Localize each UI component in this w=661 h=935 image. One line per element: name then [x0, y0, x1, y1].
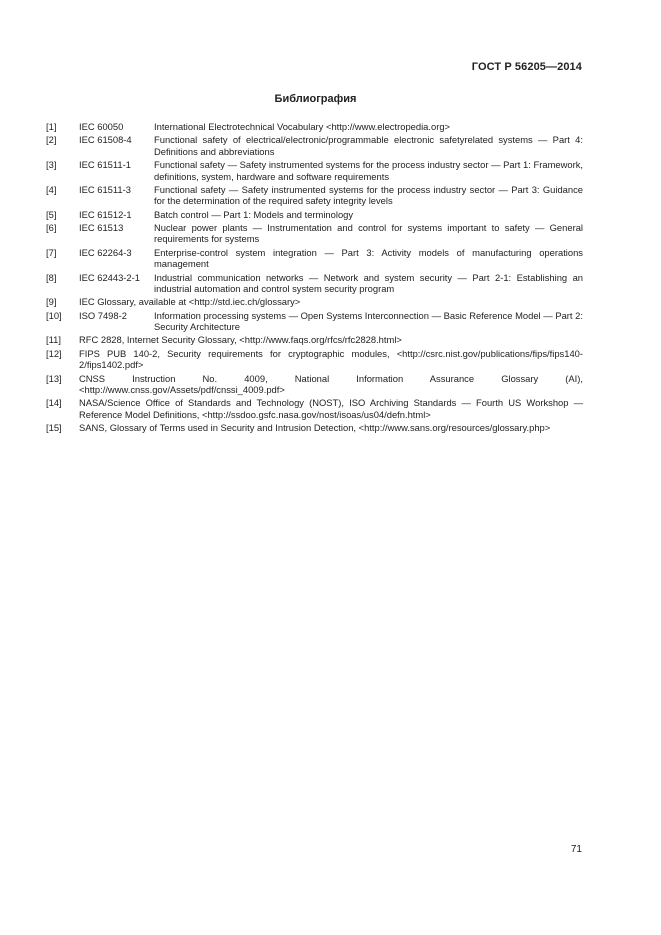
entry-text: Enterprise-control system integration — Part 3: Activity models of manufacturing operations management: [154, 246, 583, 270]
entry-text: International Electrotechnical Vocabulary <http://www.electropedia.org>: [154, 121, 451, 132]
entry-code: ISO 7498-2: [79, 309, 127, 321]
bibliography-entry: [46, 159, 583, 182]
entry-number: [3]: [46, 159, 57, 171]
entry-code: IEC 61511-3: [79, 183, 131, 195]
entry-number: [11]: [46, 334, 61, 346]
entry-code: IEC 61511-1: [79, 159, 131, 171]
bibliography-entry: [46, 272, 583, 295]
entry-code: IEC 61508-4: [79, 134, 132, 146]
bibliography-entry: [46, 334, 583, 346]
entry-number: [14]: [46, 397, 62, 409]
entry-number: [7]: [46, 246, 57, 258]
entry-text: Industrial communication networks — Network and system security — Part 2-1: Establishing an industrial automation and control system security program: [154, 271, 583, 295]
entry-number: [1]: [46, 121, 57, 132]
bibliography-entry: [46, 296, 583, 308]
entry-text: Functional safety — Safety instrumented systems for the process industry sector — Part 1: Framework, definitions, system, hardware and software requirements: [154, 159, 583, 182]
entry-text: Functional safety of electrical/electronic/programmable electronic safetyrelated systems — Part 4: Definitions and abbreviations: [154, 134, 583, 157]
entry-number: [6]: [46, 221, 57, 233]
entry-text: Functional safety — Safety instrumented systems for the process industry sector — Part 3: Guidance for the determination of the required safety integrity levels: [154, 183, 583, 207]
entry-text: IEC Glossary, available at <http://std.iec.ch/glossary>: [79, 296, 301, 308]
entry-code: IEC 61513: [79, 221, 124, 233]
bibliography-entry: [46, 348, 583, 371]
entry-code: IEC 61512-1: [79, 208, 132, 220]
entry-number: [13]: [46, 372, 62, 384]
entry-text: Nuclear power plants — Instrumentation and control for systems important to safety — General requirements for systems: [154, 221, 583, 245]
entry-text: NASA/Science Office of Standards and Technology (NOST), ISO Archiving Standards — Fourth US Workshop — Reference Model Definitions, <http://ssdoo.gsfc.nasa.gov/nost/isoas/us04/defn.html>: [79, 397, 583, 420]
bibliography-entry: [46, 247, 583, 270]
entry-text: FIPS PUB 140-2, Security requirements for cryptographic modules, <http://csrc.nist.gov/publications/fips/fips140-2/fips1402.pdf>: [79, 347, 583, 371]
entry-number: [10]: [46, 309, 62, 321]
entry-text: CNSS Instruction No. 4009, National Information Assurance Glossary (AI), <http://www.cnss.gov/Assets/pdf/cnssi_4009.pdf>: [79, 372, 583, 396]
bibliography-list: [46, 121, 583, 435]
entry-number: [8]: [46, 271, 57, 283]
entry-text: Information processing systems — Open Systems Interconnection — Basic Reference Model — Part 2: Security Architecture: [154, 309, 583, 333]
entry-number: [9]: [46, 296, 57, 308]
entry-number: [4]: [46, 183, 57, 195]
entry-number: [15]: [46, 422, 62, 434]
entry-text: RFC 2828, Internet Security Glossary, <http://www.faqs.org/rfcs/rfc2828.html>: [79, 334, 402, 346]
entry-number: [5]: [46, 208, 57, 220]
bibliography-entry: [46, 222, 583, 245]
bibliography-entry: [46, 422, 583, 434]
bibliography-entry: [46, 397, 583, 420]
entry-text: SANS, Glossary of Terms used in Security and Intrusion Detection, <http://www.sans.org/resources/glossary.php>: [79, 422, 551, 434]
bibliography-entry: [46, 373, 583, 396]
entry-number: [12]: [46, 347, 62, 359]
entry-code: IEC 62443-2-1: [79, 271, 140, 283]
entry-code: IEC 62264-3: [79, 246, 132, 258]
bibliography-entry: [46, 134, 583, 157]
bibliography-entry: [46, 209, 583, 221]
page-number: 71: [570, 844, 582, 855]
entry-code: IEC 60050: [79, 121, 124, 132]
bibliography-title: Библиография: [274, 93, 357, 105]
entry-text: Batch control — Part 1: Models and terminology: [154, 208, 354, 220]
bibliography-entry: [46, 121, 583, 133]
entry-number: [2]: [46, 134, 57, 146]
bibliography-entry: [46, 184, 583, 207]
standard-code-header: ГОСТ Р 56205—2014: [471, 61, 582, 73]
bibliography-entry: [46, 310, 583, 333]
